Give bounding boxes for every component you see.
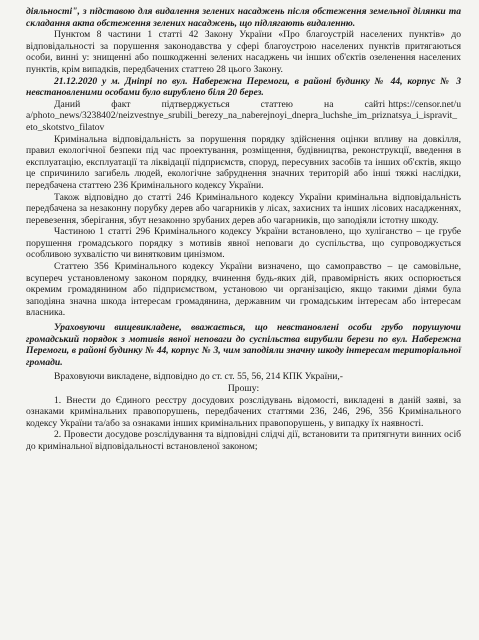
paragraph-cpc: Враховуючи викладене, відповідно до ст. ст. 55, 56, 214 КПК України,- — [54, 371, 343, 383]
paragraph-law-42: Пунктом 8 частини 1 статті 42 Закону України «Про благоустрій населених пунктів» до відповідальності за порушення законодавства у сфері благоустрою населених пунктів притягаються особи, винні у: знищенні або пошкодженні зелених насаджень чи інших об'єктів озеленення населених пунктів, крім випадків, передбачених статтею 28 цього Закону. — [26, 29, 461, 75]
paragraph-intro: діяльності", з підставою для видалення зелених насаджень після обстеження земельної ділянки та складання акта обстеження зелених насаджень, що підлягають видаленню. — [26, 6, 461, 29]
paragraph-source — [26, 99, 461, 134]
source-text: Даний факт підтверджується статтею на сайті — [54, 98, 386, 110]
paragraph-article-296: Частиною 1 статті 296 Кримінального кодексу України встановлено, що хуліганство – це грубе порушення громадського порядку з мотивів явної неповаги до суспільства, що супроводжується особливою зухвалістю чи винятковим цинізмом. — [26, 226, 461, 261]
request-item-1: 1. Внести до Єдиного реєстру досудових розслідувань відомості, викладені в даній заяві, за ознаками кримінальних правопорушень, передбачених статтями 236, 246, 296, 356 Кримінального кодексу України та/або за ознаками інших кримінальних правопорушень, у випадку їх наявності. — [26, 394, 461, 429]
paragraph-article-236: Кримінальна відповідальність за порушення порядку здійснення оцінки впливу на довкілля, правил екологічної безпеки під час проектування, розміщення, будівництва, реконструкції, введення в експлуатацію, експлуатації та ліквідації підприємств, споруд, пересувних засобів та інших об'єктів, якщо це спричинило загибель людей, екологічне забруднення значних територій або інші тяжкі наслідки, передбачена статтею 236 Кримінального кодексу України. — [26, 133, 461, 191]
request-heading: Прошу: — [227, 383, 260, 394]
paragraph-conclusion: Ураховуючи вищевикладене, вважається, що невстановлені особи грубо порушуючи громадський порядок з мотивів явної неповаги до суспільства вирубили берези по вул. Набережна Перемоги, в районі будинку № 44, корпус № 3, чим заподіяли значну шкоду інтересам територіальної громади. — [26, 322, 461, 368]
paragraph-article-356: Статтею 356 Кримінального кодексу України визначено, що самоправство – це самовільне, всупереч установленому законом порядку, вчинення будь-яких дій, правомірність яких оспорюється окремим громадянином або підприємством, установою чи організацією, якщо такими діями була заподіяна значна шкода інтересам громадянина, державним чи громадським інтересам або інтересам власника. — [26, 261, 461, 319]
paragraph-article-246: Також відповідно до статті 246 Кримінального кодексу України кримінальна відповідальність передбачена за незаконну порубку дерев або чагарників у лісах, захисних та інших лісових насадженнях, перевезення, зберігання, збут незаконно зрубаних дерев або чагарників, що заподіяли істотну шкоду. — [26, 191, 461, 226]
request-item-2: 2. Провести досудове розслідування та відповідні слідчі дії, встановити та притягнути винних осіб до кримінальної відповідальності встановленої законом; — [26, 429, 461, 452]
source-link[interactable]: https://censor.net/ua/photo_news/3238402/neizvestnye_srubili_berezy_na_naberejnoyi_dnepra_luchshe_im_priznatsya_i_ispravit_eto_skotstvo_filatov — [26, 98, 461, 133]
paragraph-incident: 21.12.2020 у м. Дніпрі по вул. Набережна Перемоги, в районі будинку № 44, корпус № 3 невстановленими особами було вирублено біля 20 берез. — [26, 75, 461, 99]
